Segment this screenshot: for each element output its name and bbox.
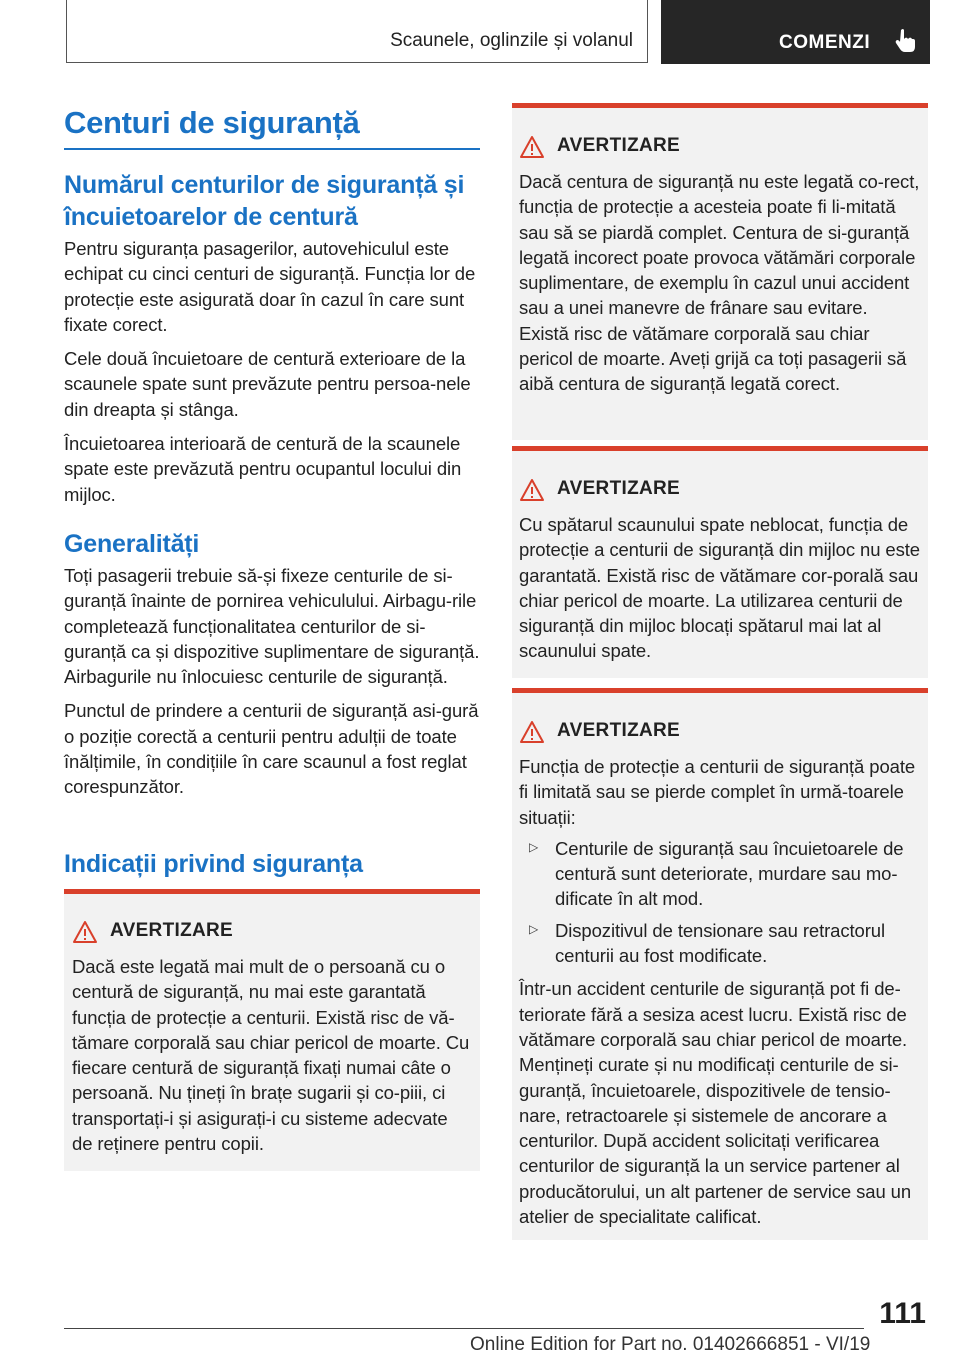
section-heading: Numărul centurilor de siguranță și încuietoarelor de centură [64, 171, 465, 231]
paragraph: Toți pasagerii trebuie să-și fixeze centurile de si-guranță înainte de pornirea vehiculului. Airbagu-rile completează funcționalitatea centurilor de si-guranță ca și dispozitive suplimentare de siguranță. Airbagurile nu înlocuiesc centurile de siguranță. [64, 565, 480, 688]
chapter-tab[interactable] [661, 0, 930, 64]
section-heading: Indicații privind siguranța [64, 850, 363, 878]
section-general [64, 528, 482, 800]
triangle-bullet-icon: ▷ [529, 921, 539, 936]
section-seatbelt-count [64, 169, 482, 507]
page-title: Centuri de siguranță [64, 105, 360, 140]
footer-divider [64, 1328, 864, 1329]
list-item [519, 836, 920, 912]
warning-triangle-icon [519, 720, 545, 744]
paragraph: Punctul de prindere a centurii de siguranță asi-gură o poziție corectă a centurii pentru adulții de toate înălțimile, în condițiile în care scaunul a fost reglat corespunzător. [64, 700, 479, 798]
page-header [66, 0, 930, 64]
footer-edition: Online Edition for Part no. 01402666851 - VI/19 [470, 1334, 871, 1355]
warning-label: AVERTIZARE [110, 920, 233, 941]
warning-label: AVERTIZARE [557, 135, 680, 156]
title-divider [64, 148, 480, 150]
warning-box [64, 889, 480, 1171]
warning-box [512, 446, 928, 678]
warning-triangle-icon [519, 135, 545, 159]
list-item-text: Centurile de siguranță sau încuietoarele de centură sunt deteriorate, murdare sau mo-dificate în alt mod. [555, 837, 904, 910]
section-title: Scaunele, oglinzile și volanul [66, 0, 648, 63]
triangle-bullet-icon: ▷ [529, 839, 539, 854]
warning-text: Într-un accident centurile de siguranță pot fi de-teriorate fără a sesiza acest lucru. Există risc de vătămare corporală sau chiar pericol de moarte. Mențineți curate și nu modificați centurile de si-guranță, încuietoarele, dispozitivele de tensio-nare, retractoarele și sistemele de ancorare a centurilor. După accident solicitați verificarea centurilor de siguranță la un service partener al producătorului, un alt partener de service sau un atelier de specialitate calificat. [519, 978, 912, 1228]
paragraph: Cele două încuietoare de centură exterioare de la scaunele spate sunt prevăzute pentru persoa-nele din dreapta și stânga. [64, 348, 471, 420]
paragraph: Încuietoarea interioară de centură de la scaunele spate este prevăzută pentru ocupantul locului din mijloc. [64, 433, 462, 505]
list-item [519, 918, 920, 969]
section-safety [64, 848, 482, 880]
warning-box [512, 688, 928, 1240]
warning-text: Funcția de protecție a centurii de siguranță poate fi limitată sau se pierde complet în urmă-toarele situații: [519, 756, 916, 828]
list-item-text: Dispozitivul de tensionare sau retractorul centurii au fost modificate. [555, 919, 885, 967]
warning-label: AVERTIZARE [557, 720, 680, 741]
warning-text: Dacă este legată mai mult de o persoană cu o centură de siguranță, nu mai este garantată funcția de protecție a centurii. Există risc de vă-tămare corporală sau chiar pericol de moarte. Cu fiecare centură de siguranță fixați numai câte o persoană. Nu țineți în brațe sugarii și co-piii, ci transportați-i și asigurați-i cu sisteme adecvate de reținere pentru copii. [72, 956, 470, 1155]
warning-label: AVERTIZARE [557, 478, 680, 499]
warning-text: Dacă centura de siguranță nu este legată co-rect, funcția de protecție a acesteia poate fi li-mitată sau să se piardă complet. Centura de si-guranță legată incorect poate provoca vătămări corporale suplimentare, de exemplu în cazul unui accident sau a unei manevre de frânare sau evitare. Există risc de vătămare corporală sau chiar pericol de moarte. Aveți grijă ca toți pasagerii să aibă centura de siguranță legată corect. [519, 171, 920, 395]
chapter-tab-label: COMENZI [779, 32, 871, 53]
warning-box [512, 103, 928, 440]
page-number: 111 [879, 1297, 926, 1330]
warning-triangle-icon [72, 920, 98, 944]
section-heading: Generalități [64, 530, 200, 558]
warning-text: Cu spătarul scaunului spate neblocat, funcția de protecție a centurii de siguranță din mijloc nu este garantată. Există risc de vătămare cor-porală sau chiar pericol de moarte. La utilizarea centurii de siguranță din mijloc blocați spătarul mai lat al scaunului spate. [519, 514, 920, 662]
hand-pointer-icon [895, 28, 915, 52]
paragraph: Pentru siguranța pasagerilor, autovehiculul este echipat cu cinci centuri de siguranță. Funcția lor de protecție este asigurată doar în cazul în care sunt fixate corect. [64, 238, 476, 335]
warning-triangle-icon [519, 478, 545, 502]
